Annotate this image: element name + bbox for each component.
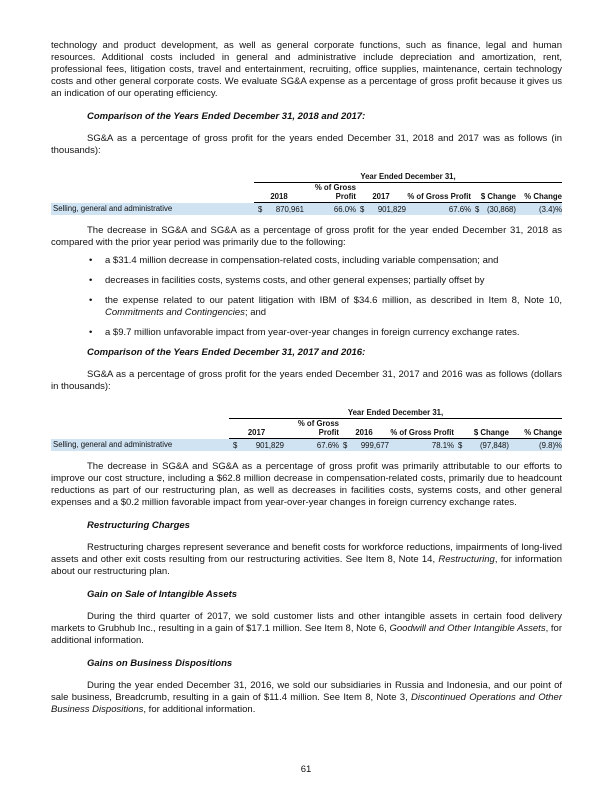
dollar-sign: $ xyxy=(454,439,464,452)
section2-decrease-para: The decrease in SG&A and SG&A as a percentage of gross profit was primarily attributable to our efforts to improve our cost structure, including a $62.8 million decrease in compensation-related costs, primarily due to headcount reductions as part of our restructuring plan, as well as decreases in facilities costs, systems costs, and other general expenses and a $0.2 million favorable impact from year-over-year changes in foreign currency exchange rates. xyxy=(51,461,562,508)
table-row xyxy=(51,203,562,216)
value-cell: 901,829 xyxy=(239,439,284,452)
gains-dispositions-heading: Gains on Business Dispositions xyxy=(87,658,233,669)
value-cell: 901,829 xyxy=(366,203,406,216)
section1-decrease-para: The decrease in SG&A and SG&A as a percentage of gross profit for the year ended December 31, 2018 as compared with the prior year period was primarily due to the following: xyxy=(51,225,562,248)
section1-intro: SG&A as a percentage of gross profit for the years ended December 31, 2018 and 2017 was as follows (in thousands): xyxy=(51,133,562,156)
sga-table-2017-2016 xyxy=(51,404,562,451)
row-label: Selling, general and administrative xyxy=(51,203,246,216)
col-header-pct-change: % Change xyxy=(509,419,562,439)
pct-cell: 66.0% xyxy=(304,203,356,216)
col-header-pct-gross: % of Gross Profit xyxy=(284,419,339,439)
col-header-pct-gross: % of Gross Profit xyxy=(304,183,356,203)
section-heading-2017-2016: Comparison of the Years Ended December 31, 2017 and 2016: xyxy=(87,347,366,358)
pct-change-cell: (9.8)% xyxy=(509,439,562,452)
section-heading-2018-2017: Comparison of the Years Ended December 31, 2018 and 2017: xyxy=(87,111,366,122)
gain-intangible-paragraph: During the third quarter of 2017, we sold customer lists and other intangible assets in certain food delivery markets to Grubhub Inc., resulting in a gain of $17.1 million. See Item 8, Note 6, Goodwill and Other Intangible Assets, for additional information. xyxy=(51,611,562,646)
dollar-sign: $ xyxy=(471,203,481,216)
intro-paragraph: technology and product development, as well as general corporate functions, such as finance, legal and human resources. Additional costs included in general and administrative include depreciation and amortization, rent, professional fees, litigation costs, travel and entertainment, recruiting, office supplies, maintenance, certain technology costs and other general corporate costs. We evaluate SG&A expense as a percentage of gross profit because it gives us an indication of our operating efficiency. xyxy=(51,40,562,99)
value-cell: 870,961 xyxy=(264,203,304,216)
col-header-year: 2017 xyxy=(356,183,406,203)
change-cell: (30,868) xyxy=(481,203,516,216)
table-group-header: Year Ended December 31, xyxy=(229,404,562,419)
row-label: Selling, general and administrative xyxy=(51,439,221,452)
col-header-year: 2018 xyxy=(254,183,304,203)
list-item: • the expense related to our patent litigation with IBM of $34.6 million, as described in Item 8, Note 10, Commitments and Contingencies; and xyxy=(51,295,562,319)
page-number: 61 xyxy=(300,764,312,775)
dollar-sign: $ xyxy=(339,439,349,452)
col-header-year: 2017 xyxy=(229,419,284,439)
pct-cell: 67.6% xyxy=(406,203,471,216)
list-item: • a $9.7 million unfavorable impact from year-over-year changes in foreign currency exchange rates. xyxy=(51,327,562,339)
pct-cell: 67.6% xyxy=(284,439,339,452)
gains-dispositions-paragraph: During the year ended December 31, 2016, we sold our subsidiaries in Russia and Indonesia, and our point of sale business, Breadcrumb, resulting in a gain of $11.4 million. See Item 8, Note 3, Discontinued Operations and Other Business Dispositions, for additional information. xyxy=(51,680,562,715)
col-header-dollar-change: $ Change xyxy=(471,183,516,203)
restructuring-heading: Restructuring Charges xyxy=(87,520,190,531)
bullet-list xyxy=(51,255,562,339)
restructuring-paragraph: Restructuring charges represent severance and benefit costs for workforce reductions, impairments of long-lived assets and other exit costs resulting from our restructuring activities. See Item 8, Note 14, Restructuring, for information about our restructuring plan. xyxy=(51,542,562,577)
dollar-sign: $ xyxy=(254,203,264,216)
section2-intro: SG&A as a percentage of gross profit for the years ended December 31, 2017 and 2016 was as follows (dollars in thousands): xyxy=(51,369,562,392)
gain-intangible-heading: Gain on Sale of Intangible Assets xyxy=(87,589,238,600)
dollar-sign: $ xyxy=(356,203,366,216)
pct-cell: 78.1% xyxy=(389,439,454,452)
value-cell: 999,677 xyxy=(349,439,389,452)
sga-table-2018-2017 xyxy=(51,168,562,215)
pct-change-cell: (3.4)% xyxy=(516,203,562,216)
document-page xyxy=(51,40,562,716)
col-header-dollar-change: $ Change xyxy=(454,419,509,439)
change-cell: (97,848) xyxy=(464,439,509,452)
table-row xyxy=(51,439,562,452)
dollar-sign: $ xyxy=(229,439,239,452)
col-header-pct-change: % Change xyxy=(516,183,562,203)
list-item: • a $31.4 million decrease in compensation-related costs, including variable compensation; and xyxy=(51,255,562,267)
list-item: • decreases in facilities costs, systems costs, and other general expenses; partially offset by xyxy=(51,275,562,287)
col-header-year: 2016 xyxy=(339,419,389,439)
col-header-pct-gross: % of Gross Profit xyxy=(406,183,471,203)
table-group-header: Year Ended December 31, xyxy=(254,168,562,183)
col-header-pct-gross: % of Gross Profit xyxy=(389,419,454,439)
